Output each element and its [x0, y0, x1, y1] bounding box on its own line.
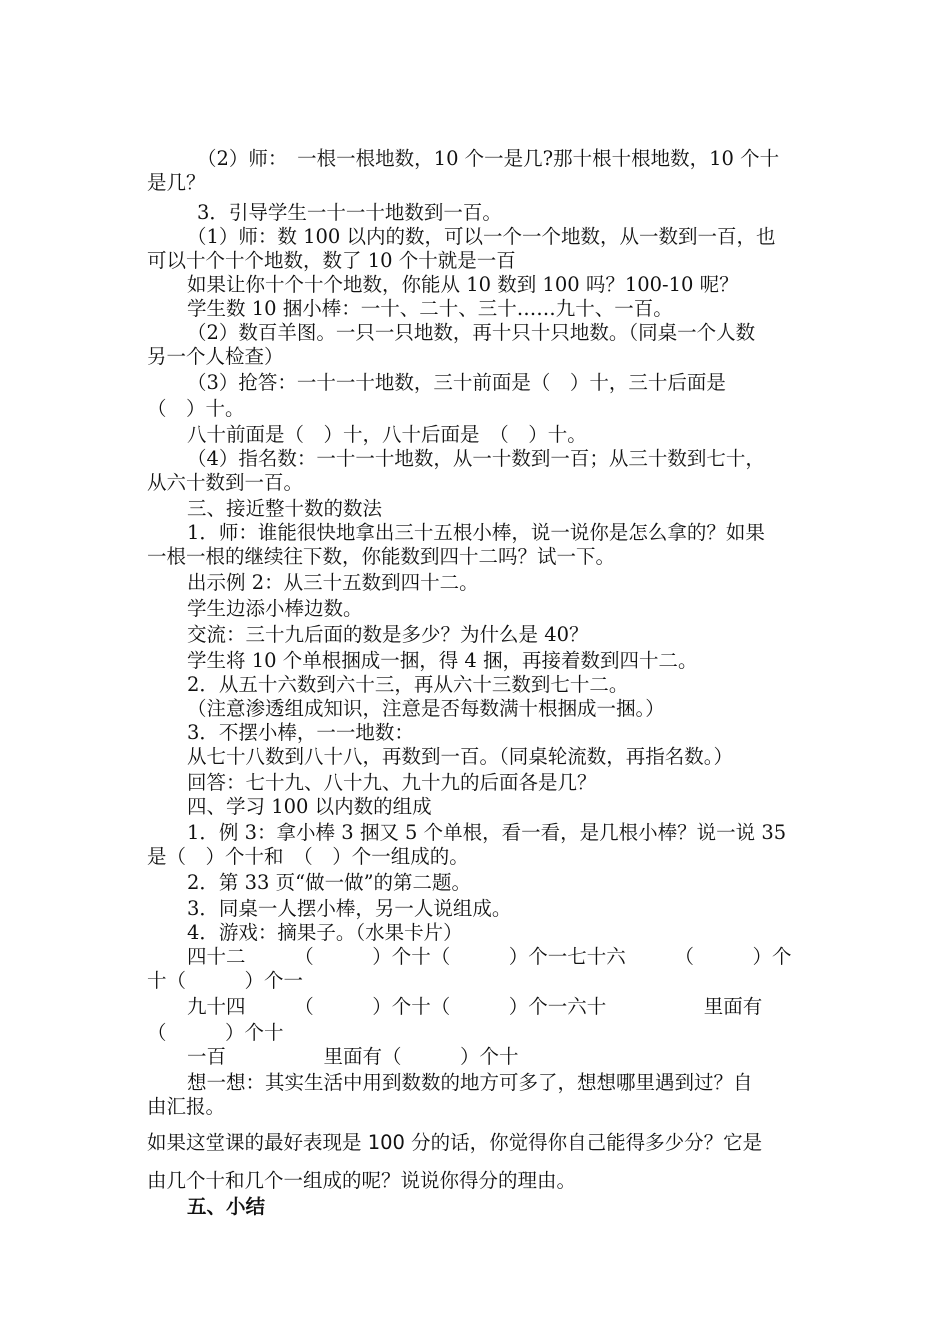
paragraph-line: 想一想：其实生活中用到数数的地方可多了，想想哪里遇到过？自	[187, 1071, 753, 1094]
paragraph-line: 由几个十和几个一组成的呢？说说你得分的理由。	[147, 1169, 577, 1192]
paragraph-line: 如果让你十个十个地数，你能从 10 数到 100 吗？100-10 呢？	[187, 273, 739, 296]
paragraph-line: （ ）十。	[147, 397, 245, 420]
paragraph-line: 1．师：谁能很快地拿出三十五根小棒，说一说你是怎么拿的？如果	[187, 521, 765, 544]
paragraph-line: 4．游戏：摘果子。（水果卡片）	[187, 921, 463, 944]
paragraph-line: （2）师： 一根一根地数，10 个一是几?那十根十根地数，10 个十	[197, 147, 780, 170]
paragraph-line: 3．引导学生一十一十地数到一百。	[197, 201, 502, 224]
paragraph-line: 四十二 （ ）个十（ ）个一七十六 （ ）个	[187, 945, 792, 968]
paragraph-line: （ ）个十	[147, 1021, 284, 1044]
paragraph-line: 一百 里面有（ ）个十	[187, 1045, 519, 1068]
paragraph-line: 可以十个十个地数，数了 10 个十就是一百	[147, 249, 516, 272]
paragraph-line: （注意渗透组成知识，注意是否每数满十根捆成一捆。）	[187, 697, 665, 720]
paragraph-line: 回答：七十九、八十九、九十九的后面各是几？	[187, 771, 597, 794]
section-heading: 五、小结	[187, 1195, 266, 1218]
paragraph-line: 一根一根的继续往下数，你能数到四十二吗？试一下。	[147, 545, 616, 568]
paragraph-line: （2）数百羊图。一只一只地数，再十只十只地数。（同桌一个人数	[187, 321, 756, 344]
paragraph-line: 学生数 10 捆小棒：一十、二十、三十……九十、一百。	[187, 297, 673, 320]
paragraph-line: 学生将 10 个单根捆成一捆，得 4 捆，再接着数到四十二。	[187, 649, 698, 672]
paragraph-line: 九十四 （ ）个十（ ）个一六十 里面有	[187, 995, 763, 1018]
paragraph-line: 从七十八数到八十八，再数到一百。（同桌轮流数，再指名数。）	[187, 745, 734, 768]
paragraph-line: （1）师：数 100 以内的数，可以一个一个地数，从一数到一百，也	[187, 225, 776, 248]
paragraph-line: （3）抢答：一十一十地数，三十前面是（ ）十，三十后面是	[187, 371, 726, 394]
paragraph-line: 2．第 33 页“做一做”的第二题。	[187, 871, 472, 894]
section-heading: 三、接近整十数的数法	[187, 497, 383, 520]
paragraph-line: 从六十数到一百。	[147, 471, 304, 494]
section-heading: 四、学习 100 以内数的组成	[187, 795, 432, 818]
paragraph-line: 3．不摆小棒，一一地数：	[187, 721, 414, 744]
paragraph-line: 是（ ）个十和 （ ）个一组成的。	[147, 845, 469, 868]
paragraph-line: 3．同桌一人摆小棒，另一人说组成。	[187, 897, 512, 920]
paragraph-line: 学生边添小棒边数。	[187, 597, 363, 620]
paragraph-line: 由汇报。	[147, 1095, 226, 1118]
paragraph-line: 出示例 2：从三十五数到四十二。	[187, 571, 479, 594]
paragraph-line: 另一个人检查）	[147, 345, 284, 368]
paragraph-line: 是几？	[147, 171, 206, 194]
paragraph-line: 如果这堂课的最好表现是 100 分的话，你觉得你自己能得多少分？它是	[147, 1131, 763, 1154]
paragraph-line: 十（ ）个一	[147, 969, 304, 992]
paragraph-line: （4）指名数：一十一十地数，从一十数到一百；从三十数到七十，	[187, 447, 765, 470]
paragraph-line: 2．从五十六数到六十三，再从六十三数到七十二。	[187, 673, 629, 696]
paragraph-line: 1．例 3：拿小棒 3 捆又 5 个单根，看一看，是几根小棒？说一说 35	[187, 821, 787, 844]
paragraph-line: 八十前面是（ ）十，八十后面是 （ ）十。	[187, 423, 587, 446]
paragraph-line: 交流：三十九后面的数是多少？为什么是 40？	[187, 623, 589, 646]
